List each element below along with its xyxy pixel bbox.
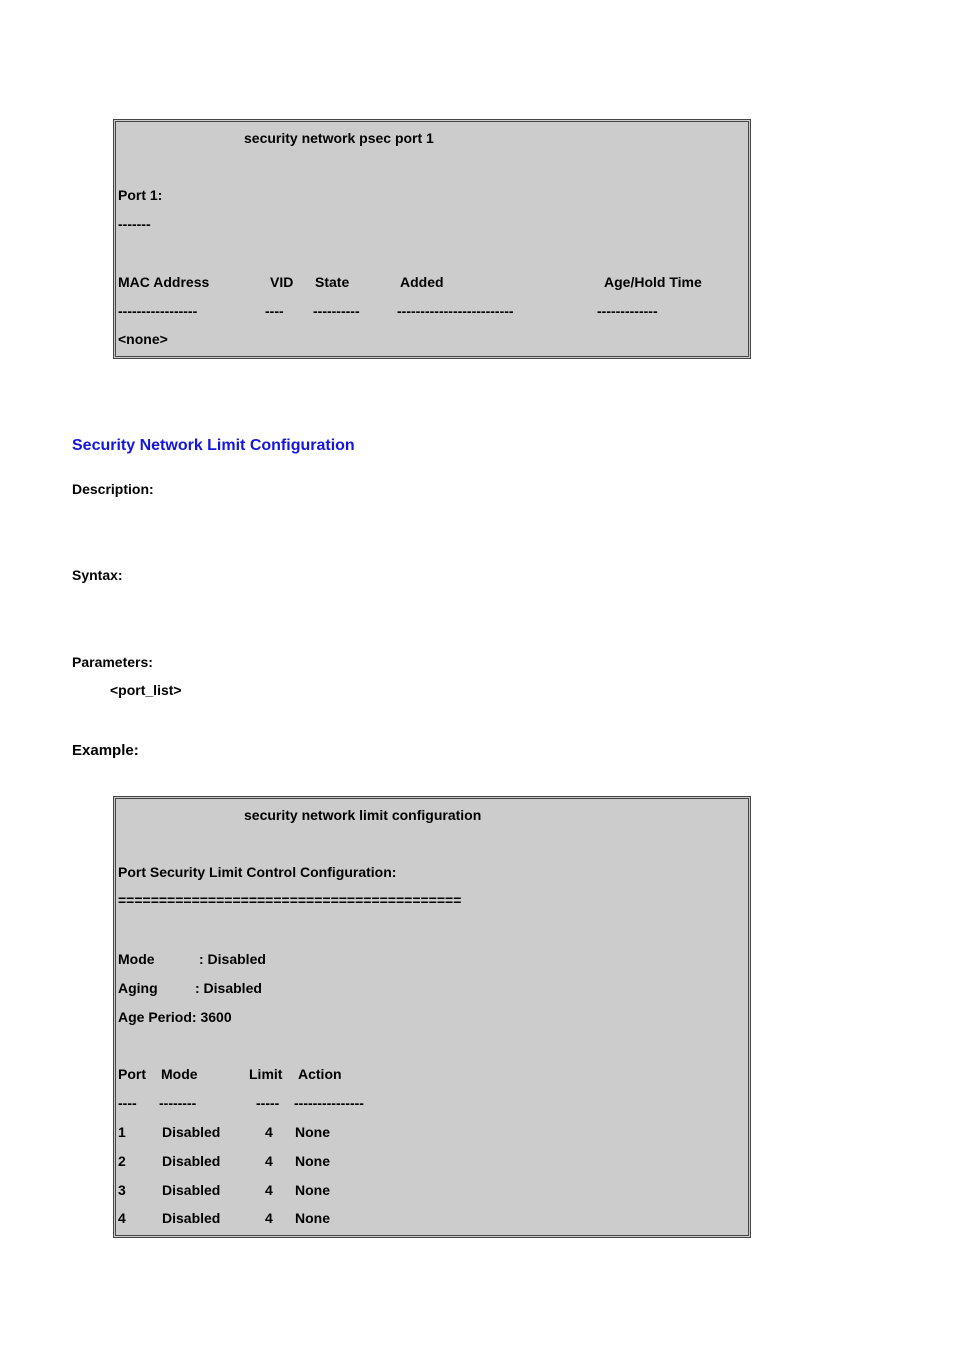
empty-row: <none> [118, 331, 168, 347]
dash-added: ------------------------- [397, 303, 514, 319]
col-header-action: Action [298, 1066, 342, 1082]
param-port-list: <port_list> [110, 682, 182, 698]
row-mode: Disabled [162, 1182, 221, 1198]
port-label: Port 1: [118, 187, 163, 203]
row-port: 3 [118, 1182, 126, 1198]
row-action: None [295, 1124, 330, 1140]
config-heading: Port Security Limit Control Configuration: [118, 864, 397, 880]
row-port: 4 [118, 1210, 126, 1226]
row-action: None [295, 1182, 330, 1198]
dash-mac: ----------------- [118, 303, 198, 319]
col-header-mode: Mode [161, 1066, 198, 1082]
box1-title: security network psec port 1 [244, 130, 434, 146]
mode-label: Mode [118, 951, 155, 967]
col-header-vid: VID [270, 274, 294, 290]
row-mode: Disabled [162, 1210, 221, 1226]
row-action: None [295, 1210, 330, 1226]
col-header-state: State [315, 274, 350, 290]
example-label: Example: [72, 742, 139, 759]
dash-age: ------------- [597, 303, 658, 319]
dash-limit: ----- [256, 1095, 280, 1111]
dash-action: --------------- [294, 1095, 364, 1111]
dash-state: ---------- [313, 303, 360, 319]
aging-value: : Disabled [195, 980, 262, 996]
mode-value: : Disabled [199, 951, 266, 967]
row-mode: Disabled [162, 1153, 221, 1169]
description-label: Description: [72, 481, 154, 497]
aging-label: Aging [118, 980, 158, 996]
syntax-label: Syntax: [72, 567, 123, 583]
col-header-age: Age/Hold Time [604, 274, 702, 290]
age-period: Age Period: 3600 [118, 1009, 232, 1025]
row-port: 1 [118, 1124, 126, 1140]
dash-mode: -------- [159, 1095, 197, 1111]
row-limit: 4 [265, 1124, 273, 1140]
row-port: 2 [118, 1153, 126, 1169]
config-rule: ========================================== [118, 892, 462, 908]
section-title: Security Network Limit Configuration [72, 437, 355, 454]
port-rule: ------- [118, 216, 151, 232]
row-action: None [295, 1153, 330, 1169]
dash-vid: ---- [265, 303, 284, 319]
box2-title: security network limit configuration [244, 807, 482, 823]
col-header-limit: Limit [249, 1066, 283, 1082]
row-limit: 4 [265, 1153, 273, 1169]
col-header-port: Port [118, 1066, 146, 1082]
row-mode: Disabled [162, 1124, 221, 1140]
col-header-added: Added [400, 274, 444, 290]
row-limit: 4 [265, 1182, 273, 1198]
parameters-label: Parameters: [72, 654, 153, 670]
row-limit: 4 [265, 1210, 273, 1226]
dash-port: ---- [118, 1095, 137, 1111]
col-header-mac: MAC Address [118, 274, 210, 290]
psec-port-output-box [113, 119, 751, 359]
